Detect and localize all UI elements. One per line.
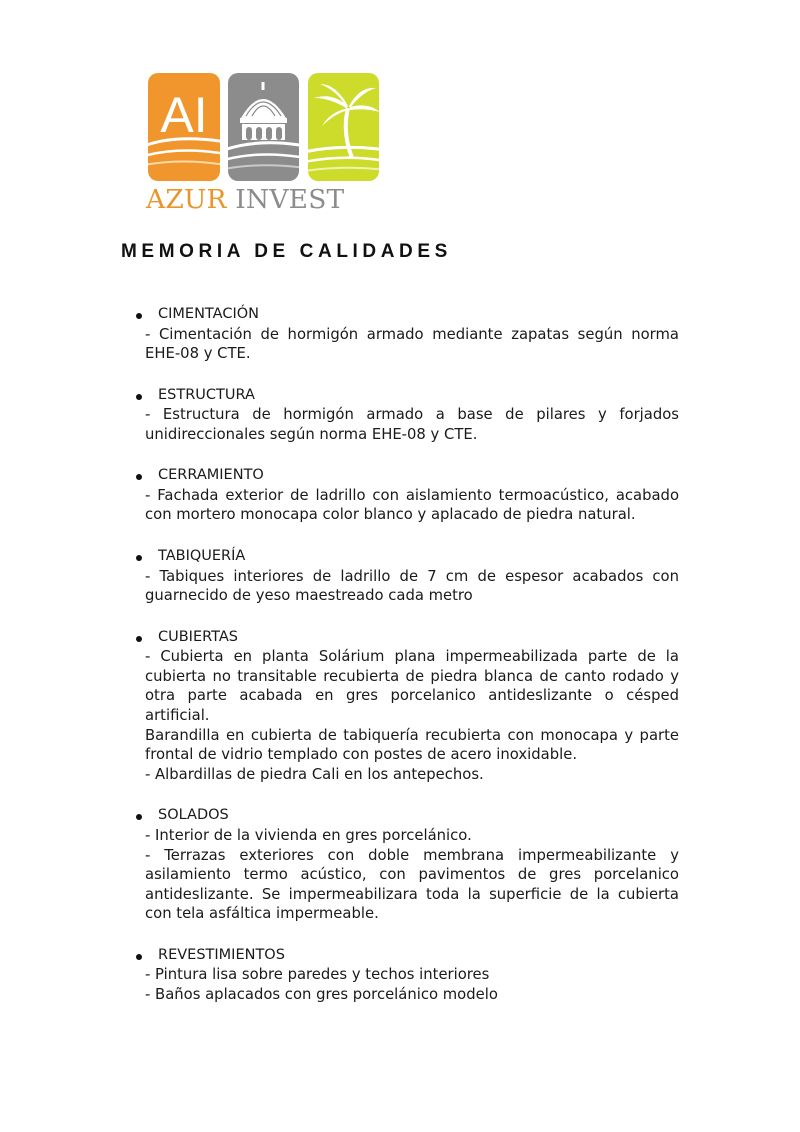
section-item: [131, 628, 679, 785]
section-item: [131, 946, 679, 1005]
section-item: [131, 806, 679, 923]
section-text: - Interior de la vivienda en gres porcelánico.: [145, 826, 472, 844]
section-item: [131, 466, 679, 525]
section-text: - Estructura de hormigón armado a base de pilares y forjados unidireccionales según norma EHE-08 y CTE.: [145, 406, 679, 443]
section-heading: CIMENTACIÓN: [158, 306, 259, 322]
logo-monogram: AI: [160, 87, 208, 143]
section-item: [131, 547, 679, 606]
bullet-icon: [136, 954, 142, 960]
section-heading: REVESTIMIENTOS: [158, 946, 285, 963]
bullet-icon: [136, 474, 142, 480]
section-text: Barandilla en cubierta de tabiquería recubierta con monocapa y parte frontal de vidrio templado con postes de acero inoxidable.: [145, 726, 679, 764]
quality-sections-list: [131, 305, 679, 1027]
logo-word-azur: AZUR: [146, 184, 227, 215]
section-text: - Cubierta en planta Solárium plana impermeabilizada parte de la cubierta no transitable recubierta de piedra blanca de canto rodado y otra parte acabada en gres porcelanico antideslizante o césped artificial.: [145, 648, 679, 725]
section-heading: SOLADOS: [158, 807, 229, 824]
section-heading: TABIQUERÍA: [158, 548, 246, 565]
bullet-icon: [136, 394, 142, 400]
section-heading: CUBIERTAS: [158, 628, 238, 645]
logo-word-invest: INVEST: [226, 184, 345, 215]
logo-wordmark: [146, 184, 380, 216]
logo-tiles-graphic: [146, 72, 380, 182]
section-text: - Albardillas de piedra Cali en los antepechos.: [145, 765, 484, 783]
section-text: - Pintura lisa sobre paredes y techos interiores: [145, 966, 490, 984]
section-text: - Tabiques interiores de ladrillo de 7 cm de espesor acabados con guarnecido de yeso maestreado cada metro: [145, 567, 679, 605]
section-heading: ESTRUCTURA: [158, 386, 255, 403]
bullet-icon: [136, 636, 142, 642]
bullet-icon: [136, 814, 142, 820]
section-text: - Baños aplacados con gres porcelánico modelo: [145, 985, 498, 1003]
section-text: - Terrazas exteriores con doble membrana impermeabilizante y asilamiento termo acústico, con pavimentos de gres porcelanico antideslizante. Se impermeabilizara toda la superficie de la cubierta con tela asfáltica impermeable.: [145, 846, 679, 923]
azur-invest-logo: [146, 72, 380, 217]
section-item: [131, 305, 679, 364]
section-item: [131, 386, 679, 445]
section-text: - Fachada exterior de ladrillo con aislamiento termoacústico, acabado con mortero monocapa color blanco y aplacado de piedra natural.: [145, 486, 679, 524]
section-heading: CERRAMIENTO: [158, 467, 264, 484]
bullet-icon: [136, 313, 142, 319]
bullet-icon: [136, 555, 142, 561]
section-text: - Cimentación de hormigón armado mediante zapatas según norma EHE-08 y CTE.: [145, 325, 679, 363]
document-title: MEMORIA DE CALIDADES: [121, 241, 452, 262]
